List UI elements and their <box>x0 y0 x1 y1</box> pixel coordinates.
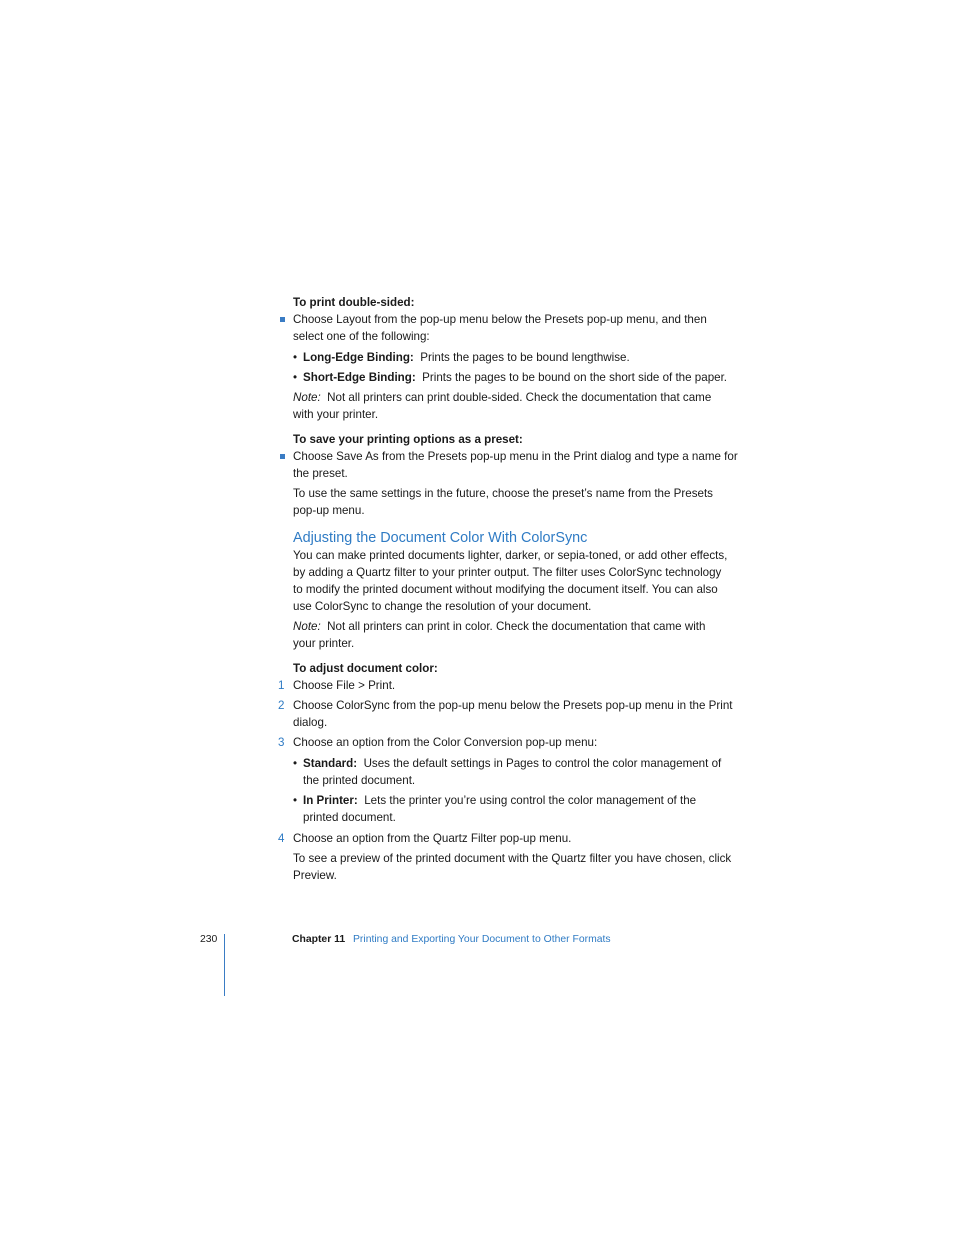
step-text: the preset. <box>293 467 348 480</box>
step-number: 4 <box>278 832 285 845</box>
option-label: Short-Edge Binding: <box>303 371 416 384</box>
step-number: 2 <box>278 699 285 712</box>
bullet-square-icon <box>280 454 285 459</box>
note-text: your printer. <box>293 637 355 650</box>
heading-adjust-color: To adjust document color: <box>293 662 438 675</box>
footer-divider <box>224 934 225 996</box>
option-label: Long-Edge Binding: <box>303 351 414 364</box>
option-text: Prints the pages to be bound on the short side of the paper. <box>422 371 728 384</box>
page-number: 230 <box>200 934 218 945</box>
paragraph: You can make printed documents lighter, darker, or sepia-toned, or add other effects, <box>293 549 728 562</box>
bullet-square-icon <box>280 317 285 322</box>
note <box>293 389 711 406</box>
section-title: Adjusting the Document Color With ColorSync <box>293 530 588 546</box>
paragraph: by adding a Quartz filter to your printer output. The filter uses ColorSync technology <box>293 566 722 579</box>
note-text: Not all printers can print double-sided. Check the documentation that came <box>327 391 712 404</box>
option-in-printer <box>303 792 696 809</box>
option-text: Lets the printer you’re using control the color management of the <box>364 794 697 807</box>
paragraph: pop-up menu. <box>293 504 365 517</box>
option-label: In Printer: <box>303 794 358 807</box>
option-text: Prints the pages to be bound lengthwise. <box>420 351 630 364</box>
option-text: the printed document. <box>303 774 416 787</box>
step-text: Choose an option from the Color Conversion pop-up menu: <box>293 736 598 749</box>
step-text: Choose Save As from the Presets pop-up menu in the Print dialog and type a name for <box>293 450 738 463</box>
chapter-label: Chapter 11 <box>292 934 346 945</box>
step-number: 1 <box>278 679 285 692</box>
step-text: dialog. <box>293 716 328 729</box>
option-text: printed document. <box>303 811 396 824</box>
paragraph: Preview. <box>293 869 337 882</box>
bullet-dot-icon: • <box>293 794 298 807</box>
bullet-dot-icon: • <box>293 757 298 770</box>
paragraph: use ColorSync to change the resolution of your document. <box>293 600 592 613</box>
heading-save-preset: To save your printing options as a preset: <box>293 433 523 446</box>
option-short-edge <box>303 369 727 386</box>
option-long-edge <box>303 349 630 366</box>
step-text: Choose Layout from the pop-up menu below the Presets pop-up menu, and then <box>293 313 707 326</box>
paragraph: To use the same settings in the future, choose the preset’s name from the Presets <box>293 487 713 500</box>
note-label: Note: <box>293 620 321 633</box>
step-text: Choose ColorSync from the pop-up menu below the Presets pop-up menu in the Print <box>293 699 733 712</box>
bullet-dot-icon: • <box>293 371 298 384</box>
note-text: with your printer. <box>293 408 379 421</box>
note-text: Not all printers can print in color. Check the documentation that came with <box>327 620 706 633</box>
bullet-dot-icon: • <box>293 351 298 364</box>
step-text: Choose an option from the Quartz Filter pop-up menu. <box>293 832 572 845</box>
note-label: Note: <box>293 391 321 404</box>
heading-double-sided: To print double-sided: <box>293 296 415 309</box>
step-number: 3 <box>278 736 285 749</box>
step-text: Choose File > Print. <box>293 679 396 692</box>
paragraph: to modify the printed document without modifying the document itself. You can also <box>293 583 718 596</box>
chapter-title: Printing and Exporting Your Document to Other Formats <box>353 934 611 945</box>
option-label: Standard: <box>303 757 358 770</box>
option-standard <box>303 755 721 772</box>
paragraph: To see a preview of the printed document with the Quartz filter you have chosen, click <box>293 852 732 865</box>
note <box>293 618 705 635</box>
step-text: select one of the following: <box>293 330 430 343</box>
option-text: Uses the default settings in Pages to control the color management of <box>363 757 722 770</box>
